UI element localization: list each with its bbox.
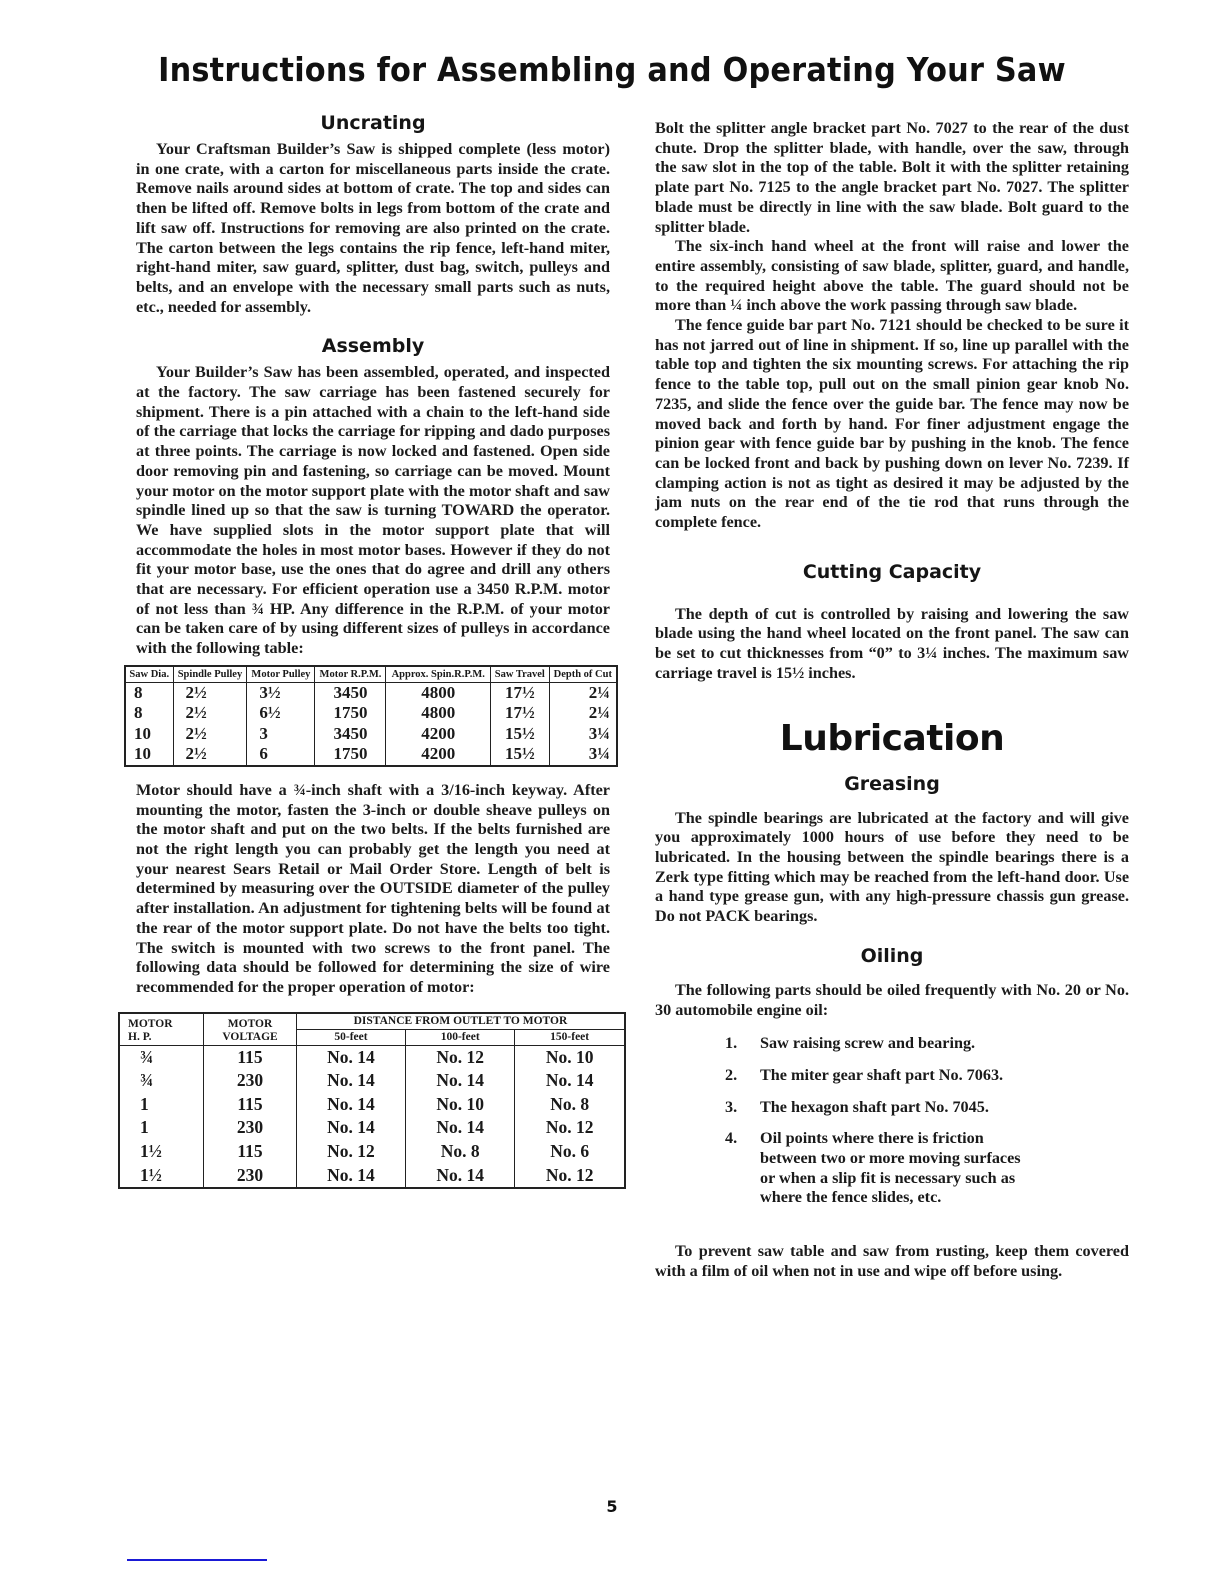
list-item-number: 1. [725,1034,738,1053]
cell: 15½ [491,744,550,766]
cutting-capacity-heading: Cutting Capacity [802,560,982,583]
cell: No. 14 [296,1116,405,1140]
cell: No. 14 [406,1164,515,1189]
col-150-feet: 150-feet [515,1029,625,1045]
cell: No. 12 [296,1140,405,1164]
cell: 3450 [315,682,386,703]
cell: 3450 [315,724,386,745]
cell: No. 8 [406,1140,515,1164]
cell: 15½ [491,724,550,745]
pulley-table [124,665,618,767]
cell: 115 [204,1140,297,1164]
cell: No. 8 [515,1093,625,1117]
left-column [128,112,612,1189]
page-title: Instructions for Assembling and Operating Your Saw [158,50,1066,89]
oiling-closing-text: To prevent saw table and saw from rusting, keep them covered with a film of oil when not in use and wipe off before using. [655,1242,1129,1280]
list-item-number: 2. [725,1065,738,1084]
list-item-text: Oil points where there is friction between two or more moving surfaces or when a slip fit is necessary such as where the fence slides, etc. [760,1129,1021,1207]
fence-text: The fence guide bar part No. 7121 should be checked to be sure it has not jarred out of line in shipment. If so, line up parallel with the table top and tighten the six mounting screws. For attaching the rip fence to the table top, pull out on the small pinion gear knob No. 7235, and slide the fence over the guide bar. The fence may now be moved back and forth by hand. For finer adjustment engage the pinion gear with fence guide bar by pushing in the knob. The fence can be locked front and back by pushing down on lever No. 7239. If clamping action is not as tight as desired it may be adjusted by the jam nuts on the rear end of the tie rod that runs through the complete fence. [655,316,1129,532]
cell: ¾ [119,1045,204,1069]
list-item [725,1034,1129,1054]
col-saw-travel: Saw Travel [491,666,550,683]
cell: No. 6 [515,1140,625,1164]
cell: 2¼ [549,703,617,724]
cell: 3¼ [549,744,617,766]
cell: 3 [247,724,315,745]
table-row [125,744,617,766]
cell: No. 10 [406,1093,515,1117]
cell: 2½ [173,744,247,766]
list-item-text: Saw raising screw and bearing. [760,1034,976,1053]
list-item-text: The miter gear shaft part No. 7063. [760,1065,1004,1084]
page-number: 5 [606,1497,618,1516]
cell: 4200 [386,724,491,745]
cell: 2½ [173,682,247,703]
cell: 230 [204,1164,297,1189]
cell: No. 14 [296,1069,405,1093]
greasing-heading: Greasing [844,772,940,795]
cell: 8 [125,682,173,703]
assembly-heading: Assembly [321,335,425,358]
col-spin-rpm: Approx. Spin.R.P.M. [386,666,491,683]
cell: 10 [125,724,173,745]
col-motor-voltage [204,1013,297,1046]
table-row [119,1140,625,1164]
list-item [725,1066,1129,1086]
cell: 6½ [247,703,315,724]
list-item [725,1098,1129,1118]
lubrication-heading: Lubrication [779,717,1005,759]
col-motor-hp-l2: H. P. [128,1030,152,1043]
list-item [725,1129,1025,1208]
cell: 3½ [247,682,315,703]
col-100-feet: 100-feet [406,1029,515,1045]
oiling-list [725,1034,1129,1208]
right-column [655,119,1129,1282]
cell: No. 14 [406,1116,515,1140]
cell: 115 [204,1093,297,1117]
cell: 115 [204,1045,297,1069]
assembly-text: Your Builder’s Saw has been assembled, operated, and inspected at the factory. The saw carriage has been fastened securely for shipment. There is a pin attached with a chain to the left-hand side of the carriage that locks the carriage for ripping and dado purposes at three points. The carriage is now locked and fastened. Open side door removing pin and fastening, so carriage can be moved. Mount your motor on the motor support plate with the motor shaft and saw spindle lined up so that the saw is turning TOWARD the operator. We have supplied slots in the motor support plate that will accommodate the holes in most motor bases. However if they do not fit your motor base, use the ones that do agree and drill any others that are necessary. For efficient operation use a 3450 R.P.M. motor of not less than ¾ HP. Any difference in the R.P.M. of your motor can be taken care of by using different sizes of pulleys in accordance with the following table: [136,363,610,658]
col-motor-voltage-l1: MOTOR [227,1017,273,1030]
uncrating-text: Your Craftsman Builder’s Saw is shipped complete (less motor) in one crate, with a carton for miscellaneous parts inside the crate. Remove nails around sides at bottom of crate. The top and sides can then be lifted off. Remove bolts in legs from bottom of the crate and lift saw off. Instructions for removing are also printed on the crate. The carton between the legs contains the rip fence, left-hand miter, right-hand miter, saw guard, splitter, dust bag, switch, pulleys and belts, and an envelope with the necessary small parts such as nuts, etc., needed for assembly. [136,140,610,316]
table-row [119,1164,625,1189]
col-motor-rpm: Motor R.P.M. [315,666,386,683]
cell: 4800 [386,703,491,724]
cell: 230 [204,1069,297,1093]
cell: No. 10 [515,1045,625,1069]
cell: 2¼ [549,682,617,703]
col-motor-hp [119,1013,204,1046]
col-motor-voltage-l2: VOLTAGE [222,1030,278,1043]
cell: No. 14 [515,1069,625,1093]
handwheel-text: The six-inch hand wheel at the front will raise and lower the entire assembly, consisting of saw blade, splitter, guard, and handle, to the required height above the table. The guard should not be more than ¼ inch above the work passing through saw blade. [655,237,1129,315]
table-row [125,724,617,745]
cell: No. 14 [296,1164,405,1189]
wire-table-header-top [119,1013,625,1030]
cell: 1½ [119,1164,204,1189]
table-row [125,682,617,703]
list-item-number: 3. [725,1097,738,1116]
greasing-text: The spindle bearings are lubricated at the factory and will give you approximately 1000 hours of use before they need to be lubricated. In the housing between the spindle bearings there is a Zerk type fitting which may be reached from the left-hand door. Use a hand type grease gun, with any high-pressure chassis gun grease. Do not PACK bearings. [655,808,1129,926]
col-depth-of-cut: Depth of Cut [549,666,617,683]
cell: 2½ [173,703,247,724]
cell: No. 12 [406,1045,515,1069]
pulley-table-header [125,666,617,683]
cell: No. 14 [296,1045,405,1069]
cell: 17½ [491,682,550,703]
oiling-intro: The following parts should be oiled frequently with No. 20 or No. 30 automobile engine oil: [655,980,1129,1019]
cell: No. 12 [515,1164,625,1189]
cell: ¾ [119,1069,204,1093]
table-row [119,1093,625,1117]
cell: 1750 [315,703,386,724]
cell: 17½ [491,703,550,724]
col-motor-hp-l1: MOTOR [128,1017,173,1030]
cell: No. 14 [296,1093,405,1117]
cell: 1 [119,1093,204,1117]
col-spindle-pulley: Spindle Pulley [173,666,247,683]
col-saw-dia: Saw Dia. [125,666,173,683]
cell: No. 12 [515,1116,625,1140]
motor-wiring-text: Motor should have a ¾-inch shaft with a 3/16-inch keyway. After mounting the motor, fasten the 3-inch or double sheave pulleys on the motor shaft and put on the two belts. If the belts furnished are not the right length you can probably get the length you need at your nearest Sears Retail or Mail Order Store. Length of belt is determined by measuring over the OUTSIDE diameter of the pulley after installation. An adjustment for tightening belts will be found at the rear of the motor support plate. Do not have the belts too tight. The switch is mounted with two screws to the front panel. The following data should be followed for determining the size of wire recommended for the proper operation of motor: [136,780,610,996]
splitter-text: Bolt the splitter angle bracket part No. 7027 to the rear of the dust chute. Drop the splitter blade, with handle, over the saw, through the saw slot in the top of the table. Bolt it with the splitter retaining plate part No. 7125 to the angle bracket part No. 7027. The splitter blade must be directly in line with the saw blade. Bolt guard to the splitter blade. [655,119,1129,236]
cell: 8 [125,703,173,724]
cell: 1750 [315,744,386,766]
cell: 3¼ [549,724,617,745]
oiling-heading: Oiling [860,944,924,967]
cell: No. 14 [406,1069,515,1093]
cell: 4800 [386,682,491,703]
distance-header: DISTANCE FROM OUTLET TO MOTOR [296,1013,625,1030]
cutting-capacity-text: The depth of cut is controlled by raising and lowering the saw blade using the hand wheel located on the front panel. The saw can be set to cut thicknesses from “0” to 3¼ inches. The maximum saw carriage travel is 15½ inches. [655,604,1129,682]
cell: 4200 [386,744,491,766]
list-item-text: The hexagon shaft part No. 7045. [760,1097,989,1116]
cell: 230 [204,1116,297,1140]
table-row [119,1045,625,1069]
cell: 1 [119,1116,204,1140]
col-50-feet: 50-feet [296,1029,405,1045]
footer-link-underline [127,1559,267,1561]
cell: 10 [125,744,173,766]
table-row [119,1116,625,1140]
col-motor-pulley: Motor Pulley [247,666,315,683]
cell: 2½ [173,724,247,745]
cell: 6 [247,744,315,766]
cell: 1½ [119,1140,204,1164]
table-row [119,1069,625,1093]
list-item-number: 4. [725,1129,738,1148]
uncrating-heading: Uncrating [320,112,426,134]
wire-size-table [118,1012,626,1190]
table-row [125,703,617,724]
